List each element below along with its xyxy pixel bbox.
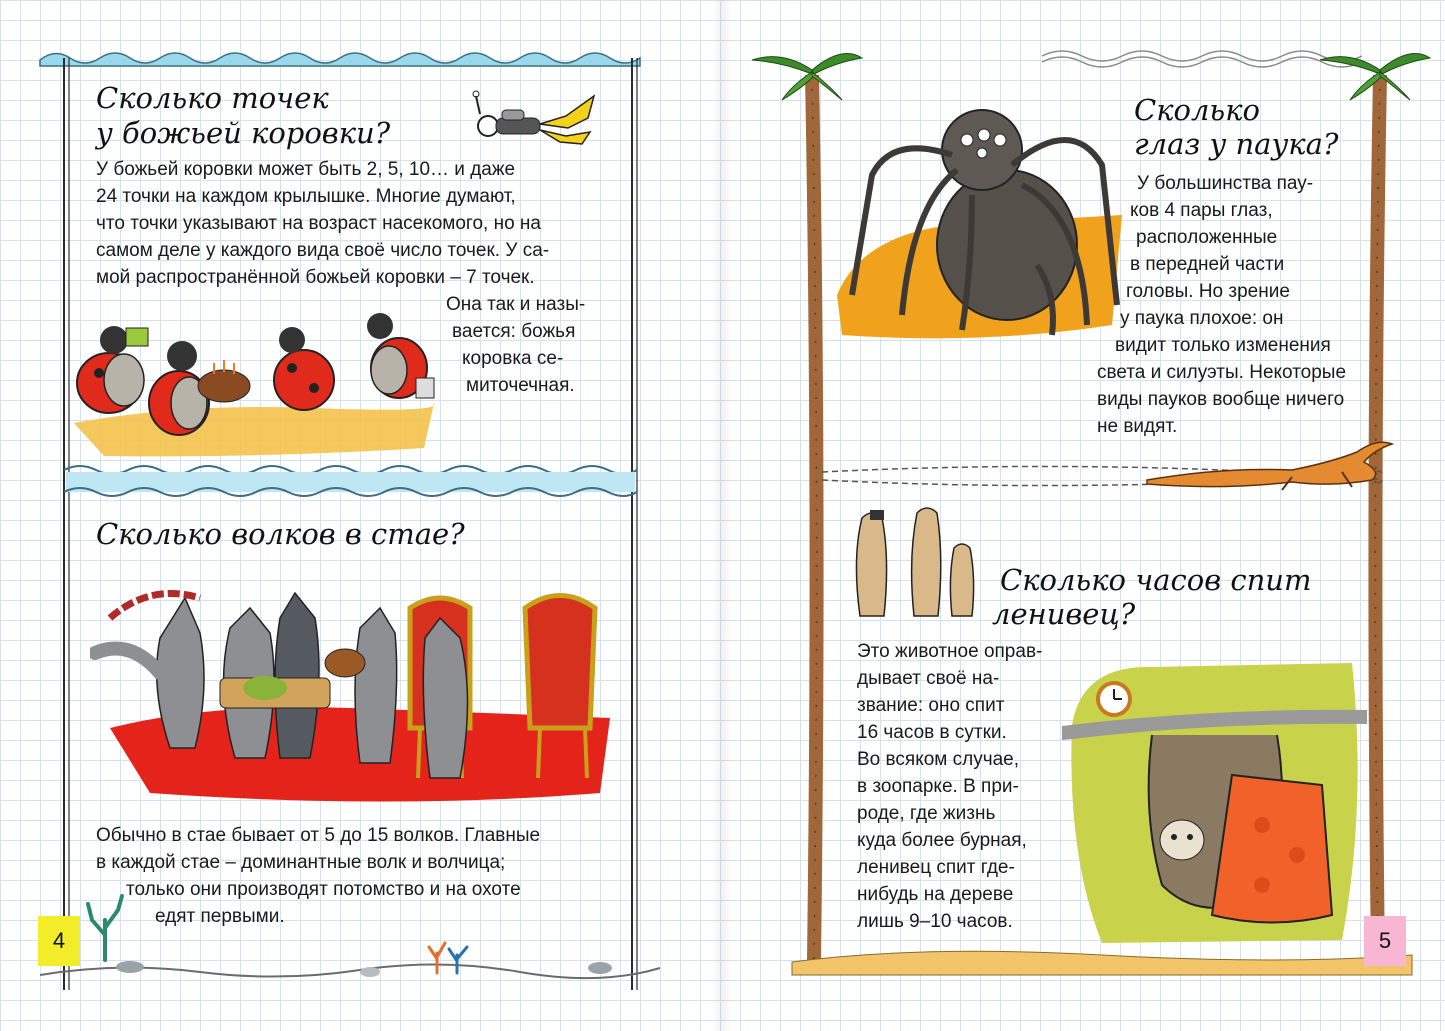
spider-text-line-10: не видят. bbox=[1097, 416, 1178, 437]
page-number-5: 5 bbox=[1364, 916, 1406, 966]
coral-icon bbox=[80, 890, 130, 962]
spider-illustration bbox=[832, 95, 1132, 355]
wolves-text-line-4: едят первыми. bbox=[155, 906, 285, 927]
spider-text-line-1: У большинства пау- bbox=[1137, 173, 1314, 194]
ladybug-text-line-3: что точки указывают на возраст насекомого, но на bbox=[96, 213, 541, 234]
spider-text-line-6: у паука плохое: он bbox=[1120, 308, 1284, 329]
spider-title-line-2: глаз у паука? bbox=[1134, 127, 1339, 161]
ladybug-text-line-9: миточечная. bbox=[466, 375, 575, 396]
left-page bbox=[0, 0, 722, 1031]
sloth-text-line-9: ленивец спит где- bbox=[857, 857, 1015, 878]
wolf-feast-illustration bbox=[90, 578, 630, 810]
spider-title-line-1: Сколько bbox=[1134, 93, 1260, 127]
sloth-text-line-4: 16 часов в сутки. bbox=[857, 722, 1007, 743]
wolves-text-line-3: только они производят потомство и на охоте bbox=[126, 879, 521, 900]
lizard-illustration bbox=[1142, 432, 1397, 492]
spider-text-line-7: видит только изменения bbox=[1115, 335, 1331, 356]
ladybug-title-line-1: Сколько точек bbox=[96, 81, 329, 115]
sloth-title-line-1: Сколько часов спит bbox=[1000, 563, 1312, 597]
sloth-text-line-8: куда более бурная, bbox=[857, 830, 1027, 851]
sloth-text-line-1: Это животное оправ- bbox=[857, 641, 1043, 662]
sloth-title-line-2: ленивец? bbox=[992, 597, 1136, 631]
ladybug-text-line-5: мой распространённой божьей коровки – 7 точек. bbox=[96, 267, 535, 288]
sloth-text-line-6: в зоопарке. В при- bbox=[857, 776, 1019, 797]
sloth-text-line-10: нибудь на дереве bbox=[857, 884, 1014, 905]
spider-text-line-2: ков 4 пары глаз, bbox=[1130, 200, 1273, 221]
wolves-title: Сколько волков в стае? bbox=[96, 517, 465, 551]
right-page bbox=[722, 0, 1445, 1031]
ladybug-text-line-4: самом деле у каждого вида своё число точек. У са- bbox=[96, 240, 550, 261]
sloth-text-line-3: звание: оно спит bbox=[857, 695, 1005, 716]
meerkat-group-illustration bbox=[832, 498, 1002, 623]
page-number-4: 4 bbox=[38, 916, 80, 966]
sloth-text-line-5: Во всяком случае, bbox=[857, 749, 1020, 770]
ladybug-title-line-2: у божьей коровки? bbox=[96, 116, 391, 150]
spider-text-line-4: в передней части bbox=[1130, 254, 1285, 275]
ladybug-text-line-2: 24 точки на каждом крылышке. Многие думают, bbox=[96, 186, 516, 207]
spider-text-line-8: света и силуэты. Некоторые bbox=[1097, 362, 1347, 383]
sloth-text-line-2: дывает своё на- bbox=[857, 668, 1000, 689]
wolves-text-line-2: в каждой стае – доминантные волк и волчица; bbox=[96, 852, 506, 873]
sloth-text-line-11: лишь 9–10 часов. bbox=[857, 911, 1013, 932]
ladybug-text-line-8: коровка се- bbox=[462, 348, 564, 369]
spider-text-line-5: головы. Но зрение bbox=[1126, 281, 1290, 302]
ladybug-text-line-1: У божьей коровки может быть 2, 5, 10… и даже bbox=[96, 159, 516, 180]
ladybug-text-line-7: вается: божья bbox=[452, 321, 576, 342]
diver-icon bbox=[470, 88, 600, 150]
spider-text-line-9: виды пауков вообще ничего bbox=[1097, 389, 1345, 410]
coral-icon bbox=[425, 935, 475, 975]
ladybug-party-illustration bbox=[64, 308, 444, 468]
sloth-text-line-7: роде, где жизнь bbox=[857, 803, 996, 824]
spider-text-line-3: расположенные bbox=[1136, 227, 1278, 248]
sloth-on-branch-illustration bbox=[1062, 655, 1367, 945]
wolves-text-line-1: Обычно в стае бывает от 5 до 15 волков. Главные bbox=[96, 825, 541, 846]
ladybug-text-line-6: Она так и назы- bbox=[446, 294, 586, 315]
